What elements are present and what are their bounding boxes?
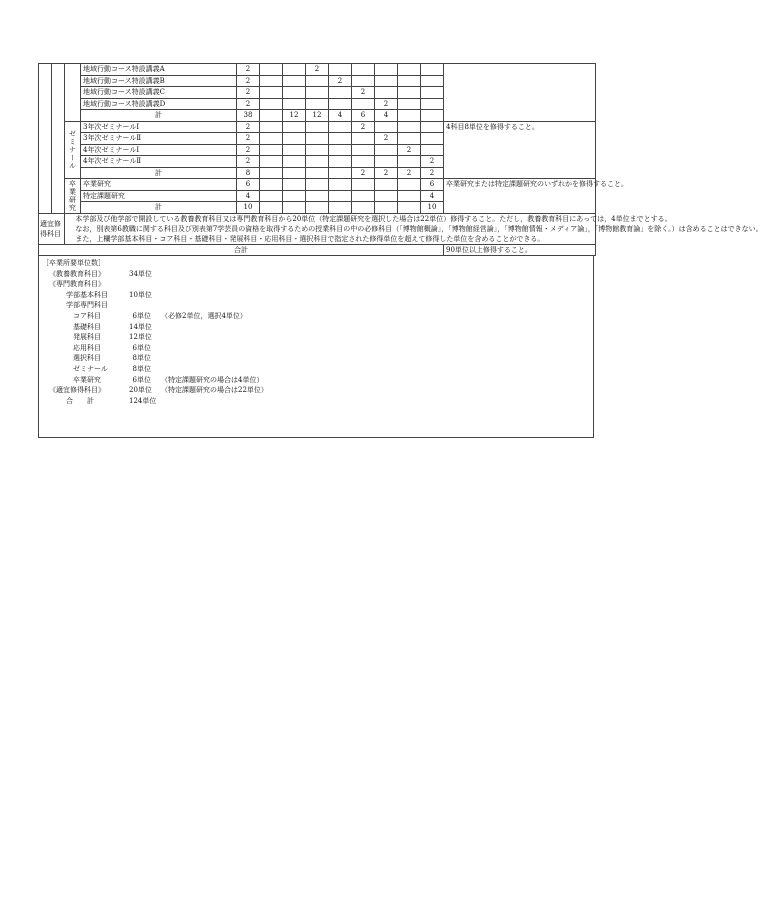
semester-cell (329, 179, 352, 191)
semester-cell (329, 87, 352, 99)
semester-cell (260, 190, 283, 202)
semester-cell: 2 (375, 98, 398, 110)
semester-cell (375, 179, 398, 191)
semester-cell (306, 133, 329, 145)
graduation-row (39, 179, 596, 191)
subtotal-semester-cell: 2 (398, 167, 421, 179)
semester-cell (260, 133, 283, 145)
subtotal-semester-cell (398, 202, 421, 214)
semester-cell (421, 64, 444, 76)
subtotal-semester-cell (375, 202, 398, 214)
seminar-credits: 2 (237, 144, 260, 156)
elective-paragraph: 本学部及び他学部で開設している教養教育科目又は専門教育科目から20単位（特定課題研究を選択した場合は22単位）修得すること。ただし，教養教育科目にあっては，4単位までとする。 (75, 214, 672, 223)
semester-cell (306, 190, 329, 202)
semester-cell (283, 121, 306, 133)
seminar-credits: 2 (237, 133, 260, 145)
semester-cell (260, 179, 283, 191)
semester-cell (421, 133, 444, 145)
seminar-group-label: ゼミナール (65, 121, 81, 179)
graduation-note: 卒業研究または特定課題研究のいずれかを修得すること。 (444, 179, 596, 214)
semester-cell (398, 133, 421, 145)
outer-category-cell (39, 64, 52, 214)
requirement-label: 学部専門科目 (66, 301, 108, 310)
requirement-label: 合 計 (66, 396, 94, 405)
subtotal-semester-cell (306, 202, 329, 214)
subtotal-semester-cell (421, 110, 444, 122)
seminar-name: 4年次ゼミナールⅠ (81, 144, 237, 156)
semester-cell (306, 87, 329, 99)
course-name: 地域行動コース特設講義D (81, 98, 237, 110)
semester-cell (398, 156, 421, 168)
group-label-cell (65, 64, 81, 122)
requirement-note: （必修2単位，選択4単位） (161, 311, 247, 320)
semester-cell: 2 (352, 121, 375, 133)
requirement-note: （特定課題研究の場合は22単位） (161, 386, 268, 395)
semester-cell: 2 (352, 87, 375, 99)
graduation-name: 特定課題研究 (81, 190, 237, 202)
requirement-label: 応用科目 (73, 343, 101, 352)
semester-cell (306, 121, 329, 133)
requirement-label: 卒業研究 (73, 375, 101, 384)
requirement-line (39, 353, 593, 364)
requirement-label: 選択科目 (73, 354, 101, 363)
course-row (39, 64, 596, 76)
subtotal-semester-cell (398, 110, 421, 122)
semester-cell: 2 (398, 144, 421, 156)
semester-cell (260, 144, 283, 156)
requirement-label: 学部基本科目 (66, 290, 108, 299)
subtotal-semester-cell: 4 (329, 110, 352, 122)
requirement-label: ゼミナール (73, 364, 108, 373)
total-note: 90単位以上修得すること。 (444, 244, 596, 256)
graduation-credits: 6 (237, 179, 260, 191)
requirement-value: 14単位 (129, 322, 152, 331)
semester-cell (283, 75, 306, 87)
curriculum-table (38, 63, 763, 256)
requirement-value: 6単位 (132, 375, 151, 384)
semester-cell (329, 133, 352, 145)
seminar-note: 4科目8単位を修得すること。 (444, 121, 596, 179)
semester-cell (352, 179, 375, 191)
semester-cell (329, 98, 352, 110)
semester-cell (421, 144, 444, 156)
subtotal-semester-cell (329, 167, 352, 179)
requirement-value: 124単位 (129, 396, 157, 405)
elective-paragraph: なお，別表第6教職に関する科目及び別表第7学芸員の資格を取得するための授業科目の中の必修科目（「博物館概論」，「博物館経営論」，「博物館情報・メディア論」，「博物館教育論」を除く。）は含めることはできない。 (75, 224, 763, 233)
semester-cell (283, 156, 306, 168)
requirement-value: 6単位 (132, 343, 151, 352)
requirement-note: （特定課題研究の場合は4単位） (161, 375, 264, 384)
subtotal-semester-cell: 2 (375, 167, 398, 179)
semester-cell (306, 144, 329, 156)
subtotal-semester-cell (352, 202, 375, 214)
semester-cell (283, 98, 306, 110)
requirement-label: コア科目 (73, 311, 101, 320)
seminar-row (39, 121, 596, 133)
semester-cell: 6 (421, 179, 444, 191)
course-name: 地域行動コース特設講義C (81, 87, 237, 99)
subtotal-semester-cell: 2 (352, 167, 375, 179)
requirement-label: 基礎科目 (73, 322, 101, 331)
subtotal-label: 計 (81, 110, 237, 122)
graduation-credits: 4 (237, 190, 260, 202)
requirement-label: 《教養教育科目》 (49, 269, 105, 278)
subtotal-semester-cell (260, 110, 283, 122)
requirement-label: 《適宜修得科目》 (49, 386, 105, 395)
graduation-name: 卒業研究 (81, 179, 237, 191)
semester-cell (421, 75, 444, 87)
seminar-credits: 2 (237, 156, 260, 168)
subtotal-semester-cell (306, 167, 329, 179)
requirement-line (39, 311, 593, 322)
requirement-line (39, 322, 593, 333)
semester-cell (329, 64, 352, 76)
semester-cell (352, 98, 375, 110)
elective-row (39, 213, 596, 244)
course-credits: 2 (237, 75, 260, 87)
semester-cell (306, 156, 329, 168)
semester-cell (260, 64, 283, 76)
seminar-name: 3年次ゼミナールⅠ (81, 121, 237, 133)
semester-cell (352, 190, 375, 202)
requirement-line (39, 332, 593, 343)
semester-cell (398, 179, 421, 191)
semester-cell (421, 121, 444, 133)
subtotal-credits: 10 (237, 202, 260, 214)
semester-cell (306, 75, 329, 87)
subtotal-credits: 8 (237, 167, 260, 179)
requirement-value: 6単位 (132, 311, 151, 320)
course-credits: 2 (237, 64, 260, 76)
course-name: 地域行動コース特設講義A (81, 64, 237, 76)
total-label: 合計 (39, 244, 444, 256)
semester-cell (260, 87, 283, 99)
elective-label: 適宜修得科目 (39, 213, 65, 244)
semester-cell (329, 190, 352, 202)
semester-cell (375, 121, 398, 133)
requirement-line (39, 375, 593, 386)
semester-cell (398, 75, 421, 87)
course-name: 地域行動コース特設講義B (81, 75, 237, 87)
curriculum-document (38, 63, 763, 438)
subtotal-semester-cell: 10 (421, 202, 444, 214)
subtotal-semester-cell: 12 (306, 110, 329, 122)
semester-cell (398, 121, 421, 133)
subtotal-semester-cell (260, 167, 283, 179)
requirement-line (39, 364, 593, 375)
requirement-line (39, 279, 593, 290)
semester-cell (398, 87, 421, 99)
semester-cell (398, 64, 421, 76)
requirement-value: 8単位 (132, 354, 151, 363)
semester-cell (375, 144, 398, 156)
semester-cell (283, 144, 306, 156)
graduation-requirements (38, 256, 594, 438)
subtotal-semester-cell (283, 202, 306, 214)
course-credits: 2 (237, 98, 260, 110)
subtotal-semester-cell (260, 202, 283, 214)
elective-paragraph: また，上欄学部基本科目・コア科目・基礎科目・発展科目・応用科目・選択科目で指定された修得単位を超えて修得した単位を含めることができる。 (75, 234, 545, 243)
subtotal-credits: 38 (237, 110, 260, 122)
semester-cell (421, 98, 444, 110)
subtotal-semester-cell (283, 167, 306, 179)
semester-cell (260, 121, 283, 133)
requirement-line (39, 343, 593, 354)
semester-cell (398, 98, 421, 110)
requirement-value: 12単位 (129, 333, 152, 342)
requirement-line (39, 269, 593, 280)
subtotal-semester-cell: 6 (352, 110, 375, 122)
requirement-line (39, 396, 593, 407)
requirement-line (39, 290, 593, 301)
requirement-line (39, 300, 593, 311)
requirement-value: 20単位 (129, 386, 152, 395)
semester-cell (375, 87, 398, 99)
semester-cell (283, 190, 306, 202)
requirement-value: 34単位 (129, 269, 152, 278)
semester-cell (352, 144, 375, 156)
semester-cell (260, 98, 283, 110)
semester-cell (283, 179, 306, 191)
semester-cell (352, 64, 375, 76)
seminar-credits: 2 (237, 121, 260, 133)
elective-description (65, 213, 763, 244)
graduation-group-label: 卒業研究 (65, 179, 81, 214)
semester-cell: 4 (421, 190, 444, 202)
semester-cell (260, 75, 283, 87)
semester-cell (283, 87, 306, 99)
semester-cell (329, 121, 352, 133)
subtotal-semester-cell: 4 (375, 110, 398, 122)
subtotal-label: 計 (81, 167, 237, 179)
semester-cell (398, 190, 421, 202)
subtotal-semester-cell (329, 202, 352, 214)
requirement-value: 10単位 (129, 290, 152, 299)
requirements-title: ［卒業所要単位数］ (42, 259, 105, 267)
semester-cell (306, 179, 329, 191)
semester-cell (421, 87, 444, 99)
semester-cell: 2 (375, 133, 398, 145)
semester-cell (260, 156, 283, 168)
semester-cell (352, 156, 375, 168)
total-row (39, 244, 596, 256)
semester-cell (329, 144, 352, 156)
inner-category-cell (52, 64, 65, 214)
semester-cell (375, 75, 398, 87)
course-credits: 2 (237, 87, 260, 99)
subtotal-label: 計 (81, 202, 237, 214)
semester-cell (283, 133, 306, 145)
seminar-name: 3年次ゼミナールⅡ (81, 133, 237, 145)
requirement-label: 発展科目 (73, 333, 101, 342)
requirement-line (39, 385, 593, 396)
semester-cell (352, 75, 375, 87)
semester-cell (329, 156, 352, 168)
semester-cell: 2 (329, 75, 352, 87)
semester-cell (375, 190, 398, 202)
requirement-label: 《専門教育科目》 (49, 280, 105, 289)
semester-cell (283, 64, 306, 76)
subtotal-semester-cell: 2 (421, 167, 444, 179)
semester-cell (352, 133, 375, 145)
subtotal-semester-cell: 12 (283, 110, 306, 122)
course-note (444, 64, 596, 122)
seminar-name: 4年次ゼミナールⅡ (81, 156, 237, 168)
requirement-value: 8単位 (132, 364, 151, 373)
semester-cell (375, 64, 398, 76)
semester-cell: 2 (421, 156, 444, 168)
semester-cell (375, 156, 398, 168)
semester-cell (306, 98, 329, 110)
semester-cell: 2 (306, 64, 329, 76)
